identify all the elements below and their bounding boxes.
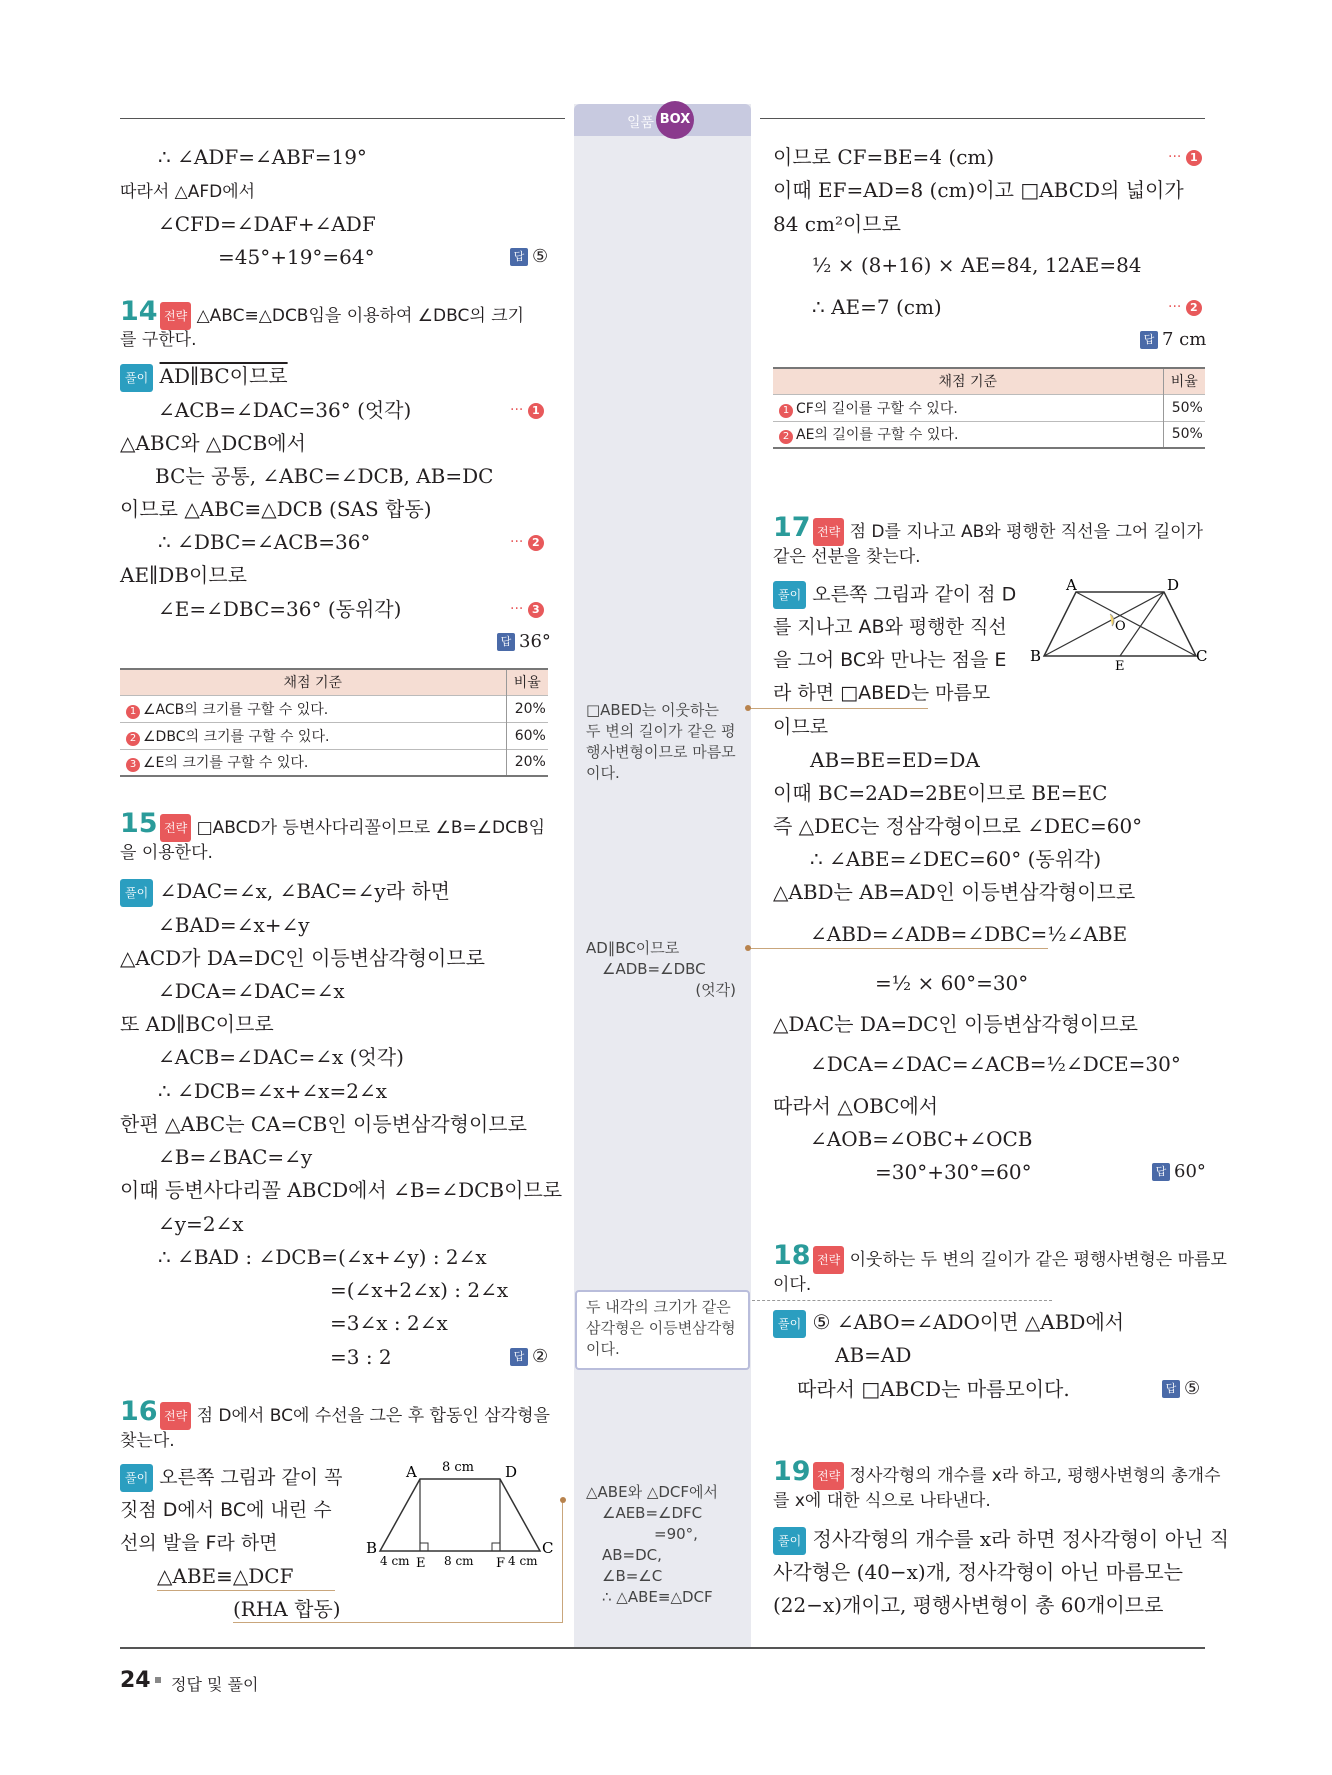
left-line: =45°+19°=64° [218,245,375,269]
solution-17-line: =½ × 60°=30° [875,971,1029,995]
side-note-2: AD∥BC이므로 ∠ADB=∠DBC (엇각) [586,939,736,999]
fig-label-A: A [406,1463,417,1481]
grading-header: 채점 기준 [773,368,1163,394]
solution-tag: 풀이 [773,581,806,609]
solution-17-line: 을 그어 BC와 만나는 점을 E [773,649,1007,671]
solution-14-line: ∴ ∠DBC=∠ACB=36° [158,530,371,554]
left-line: ∴ ∠ADF=∠ABF=19° [158,145,367,169]
strategy-15: 전략 □ABCD가 등변사다리꼴이므로 ∠B=∠DCB임 [160,814,545,842]
answer-icon: 답 [1140,331,1158,349]
header-rule-right [760,118,1205,119]
solution-14-line: △ABC와 △DCB에서 [120,431,306,455]
fig17-label-C: C [1196,647,1208,665]
solution-18-line: AB=AD [835,1343,912,1367]
solution-tag: 풀이 [773,1527,806,1555]
solution-19-line: 사각형은 (40−x)개, 정사각형이 아닌 마름모는 [773,1560,1183,1584]
fig-length-br: 4 cm [508,1554,538,1568]
problem-number-17: 17 [773,512,811,543]
solution-17-line: ∠ABD=∠ADB=∠DBC=½∠ABE [810,922,1128,946]
footer-rule [120,1647,1205,1649]
solution-tag: 풀이 [773,1310,806,1338]
page-number: 24 [120,1668,151,1693]
fig17-label-B: B [1030,647,1042,665]
step-marker: ··· 1 [510,402,544,419]
solution-15-line: ∠B=∠BAC=∠y [158,1145,313,1169]
solution-17-line: △DAC는 DA=DC인 이등변삼각형이므로 [773,1012,1138,1036]
connector-line [748,948,1048,949]
strategy-18-cont: 이다. [773,1275,812,1295]
solution-18-line: 풀이 ⑤ ∠ABO=∠ADO이면 △ABD에서 [773,1309,1124,1338]
solution-15-line: 또 AD∥BC이므로 [120,1012,274,1036]
step-marker: ··· 3 [510,601,544,618]
solution-18-line: 따라서 □ABCD는 마름모이다. [797,1377,1070,1401]
solution-16-line: 풀이 오른쪽 그림과 같이 꼭 [120,1464,343,1492]
answer-icon: 답 [497,633,515,651]
strategy-14-cont: 를 구한다. [120,330,197,350]
solution-15-line: ∠y=2∠x [158,1212,244,1236]
connector-dashed [752,1300,1052,1301]
fig17-label-O: O [1115,619,1126,634]
answer-13: 답 ⑤ [510,246,548,267]
solution-17-line: △ABD는 AB=AD인 이등변삼각형이므로 [773,880,1136,904]
grading-header: 채점 기준 [120,669,506,695]
solution-17-line: ∠DCA=∠DAC=∠ACB=½∠DCE=30° [810,1052,1181,1076]
side-note-3: 두 내각의 크기가 같은 삼각형은 이등변삼각형 이다. [586,1298,736,1358]
solution-17-line: ∠AOB=∠OBC+∠OCB [810,1127,1033,1151]
strategy-tag: 전략 [160,302,191,330]
solution-19-line: (22−x)개이고, 평행사변형이 총 60개이므로 [773,1593,1164,1617]
strategy-tag: 전략 [813,518,844,546]
solution-14-line: BC는 공통, ∠ABC=∠DCB, AB=DC [155,464,494,488]
solution-17-line: 이므로 [773,716,829,738]
solution-17-line: 이때 BC=2AD=2BE이므로 BE=EC [773,781,1108,805]
strategy-19-cont: 를 x에 대한 식으로 나타낸다. [773,1491,991,1511]
header-rule-left [120,118,565,119]
strategy-19: 전략 정사각형의 개수를 x라 하고, 평행사변형의 총개수 [813,1462,1221,1490]
solution-15-line: 한편 △ABC는 CA=CB인 이등변삼각형이므로 [120,1112,527,1136]
table-row: 2 AE의 길이를 구할 수 있다. 50% [773,421,1205,448]
solution-15-line: ∴ ∠DCB=∠x+∠x=2∠x [158,1079,387,1103]
answer-14: 답 36° [497,631,551,652]
answer-icon: 답 [510,248,528,266]
grading-table-14 [120,668,548,777]
strategy-15-cont: 을 이용한다. [120,843,213,863]
solution-15-line: △ACD가 DA=DC인 이등변삼각형이므로 [120,946,485,970]
fig-label-C: C [542,1539,554,1557]
problem-number-18: 18 [773,1240,811,1271]
fig-length-top: 8 cm [442,1460,475,1475]
connector-line [233,1622,563,1623]
strategy-tag: 전략 [160,814,191,842]
connector-dot [745,705,751,711]
table-row: 2 ∠DBC의 크기를 구할 수 있다. 60% [120,722,548,749]
side-note-1: □ABED는 이웃하는 두 변의 길이가 같은 평 행사변형이므로 마름모 이다. [586,701,736,782]
answer-icon: 답 [1152,1163,1170,1181]
solution-15-line: ∠DCA=∠DAC=∠x [158,979,345,1003]
connector-dot [745,945,751,951]
connector-line [157,1590,335,1591]
footer-section: 정답 및 풀이 [171,1675,259,1694]
answer-16: 답 7 cm [1140,329,1206,350]
solution-14-line: AE∥DB이므로 [120,563,247,587]
table-row: 1 CF의 길이를 구할 수 있다. 50% [773,394,1205,421]
side-note-4: △ABE와 △DCF에서 ∠AEB=∠DFC =90°, AB=DC, ∠B=∠C ∴ △ABE≡△DCF [586,1483,718,1606]
strategy-16-cont: 찾는다. [120,1431,175,1451]
solution-15-line: =(∠x+2∠x) : 2∠x [330,1278,509,1302]
table-row: 3 ∠E의 크기를 구할 수 있다. 20% [120,749,548,776]
footer-bullet [155,1677,161,1683]
step-marker: ··· 1 [1168,149,1202,166]
step-marker: ··· 2 [1168,299,1202,316]
solution-16-line: 짓점 D에서 BC에 내린 수 [120,1499,332,1521]
strategy-tag: 전략 [160,1402,191,1430]
table-row: 1 ∠ACB의 크기를 구할 수 있다. 20% [120,695,548,722]
strategy-14: 전략 △ABC≡△DCB임을 이용하여 ∠DBC의 크기 [160,302,524,330]
fig17-label-D: D [1167,578,1180,594]
fig-length-bm: 8 cm [444,1554,474,1568]
fig-label-B: B [366,1539,378,1557]
strategy-18: 전략 이웃하는 두 변의 길이가 같은 평행사변형은 마름모 [813,1246,1227,1274]
right-line: ∴ AE=7 (cm) [812,295,942,319]
solution-15-line: 이때 등변사다리꼴 ABCD에서 ∠B=∠DCB이므로 [120,1178,563,1202]
solution-15-line: =3 : 2 [330,1345,392,1369]
left-line: 따라서 △AFD에서 [120,182,256,202]
fig17-label-E: E [1115,659,1125,673]
problem-number-19: 19 [773,1456,811,1487]
solution-tag: 풀이 [120,879,153,907]
solution-15-line: =3∠x : 2∠x [330,1311,448,1335]
strategy-tag: 전략 [813,1246,844,1274]
connector-line [748,708,928,709]
answer-icon: 답 [1162,1380,1180,1398]
solution-17-line: 즉 △DEC는 정삼각형이므로 ∠DEC=60° [773,814,1143,838]
answer-15: 답 ② [510,1346,548,1367]
solution-15-line: ∠ACB=∠DAC=∠x (엇각) [158,1045,404,1069]
grading-ratio-header: 비율 [1163,368,1205,394]
fig-label-D: D [505,1463,518,1481]
solution-17-line: AB=BE=ED=DA [810,748,980,772]
solution-16-line: (RHA 합동) [233,1597,341,1621]
problem-number-14: 14 [120,296,158,327]
box-badge: BOX [656,101,694,139]
solution-14-line: ∠E=∠DBC=36° (동위각) [158,597,402,621]
strategy-17-cont: 같은 선분을 찾는다. [773,547,921,567]
right-line: ½ × (8+16) × AE=84, 12AE=84 [812,253,1142,277]
fig-label-E: E [416,1556,426,1571]
right-line: 이때 EF=AD=8 (cm)이고 □ABCD의 넓이가 [773,178,1184,202]
solution-15-line: ∴ ∠BAD : ∠DCB=(∠x+∠y) : 2∠x [158,1245,487,1269]
problem-number-15: 15 [120,808,158,839]
solution-17-line: =30°+30°=60° [875,1160,1032,1184]
solution-17-line: 풀이 오른쪽 그림과 같이 점 D [773,581,1016,609]
solution-17-line: 따라서 △OBC에서 [773,1094,939,1118]
solution-14-line: 이므로 △ABC≡△DCB (SAS 합동) [120,497,432,521]
fig-label-F: F [496,1556,506,1571]
solution-19-line: 풀이 정사각형의 개수를 x라 하면 정사각형이 아닌 직 [773,1526,1229,1555]
solution-15-line: 풀이 ∠DAC=∠x, ∠BAC=∠y라 하면 [120,878,450,907]
step-marker: ··· 2 [510,534,544,551]
grading-table-16 [773,367,1205,449]
solution-14-line: 풀이 AD∥BC이므로 [120,363,288,392]
trapezoid-figure-17 [1030,578,1210,673]
solution-17-line: 라 하면 □ABED는 마름모 [773,682,991,704]
solution-17-line: ∴ ∠ABE=∠DEC=60° (동위각) [810,847,1102,871]
fig-length-bl: 4 cm [380,1554,410,1568]
problem-number-16: 16 [120,1396,158,1427]
strategy-17: 전략 점 D를 지나고 AB와 평행한 직선을 그어 길이가 [813,518,1203,546]
trapezoid-figure [360,1455,560,1575]
solution-16-line: 선의 발을 F라 하면 [120,1532,278,1554]
strategy-16: 전략 점 D에서 BC에 수선을 그은 후 합동인 삼각형을 [160,1402,550,1430]
answer-17: 답 60° [1152,1161,1206,1182]
grading-ratio-header: 비율 [506,669,548,695]
left-line: ∠CFD=∠DAF+∠ADF [158,212,376,236]
answer-18: 답 ⑤ [1162,1378,1200,1399]
box-label: 일품 [627,115,655,131]
connector-line [562,1500,563,1622]
connector-dot [560,1497,566,1503]
answer-icon: 답 [510,1348,528,1366]
fig17-label-A: A [1066,578,1077,594]
solution-14-line: ∠ACB=∠DAC=36° (엇각) [158,398,412,422]
solution-17-line: 를 지나고 AB와 평행한 직선 [773,616,1007,638]
sidebar-box-column [574,104,751,1649]
right-line: 이므로 CF=BE=4 (cm) [773,145,995,169]
solution-15-line: ∠BAD=∠x+∠y [158,913,310,937]
right-line: 84 cm²이므로 [773,212,901,236]
solution-tag: 풀이 [120,1464,153,1492]
solution-16-line: △ABE≡△DCF [157,1564,294,1588]
solution-tag: 풀이 [120,364,153,392]
strategy-tag: 전략 [813,1462,844,1490]
